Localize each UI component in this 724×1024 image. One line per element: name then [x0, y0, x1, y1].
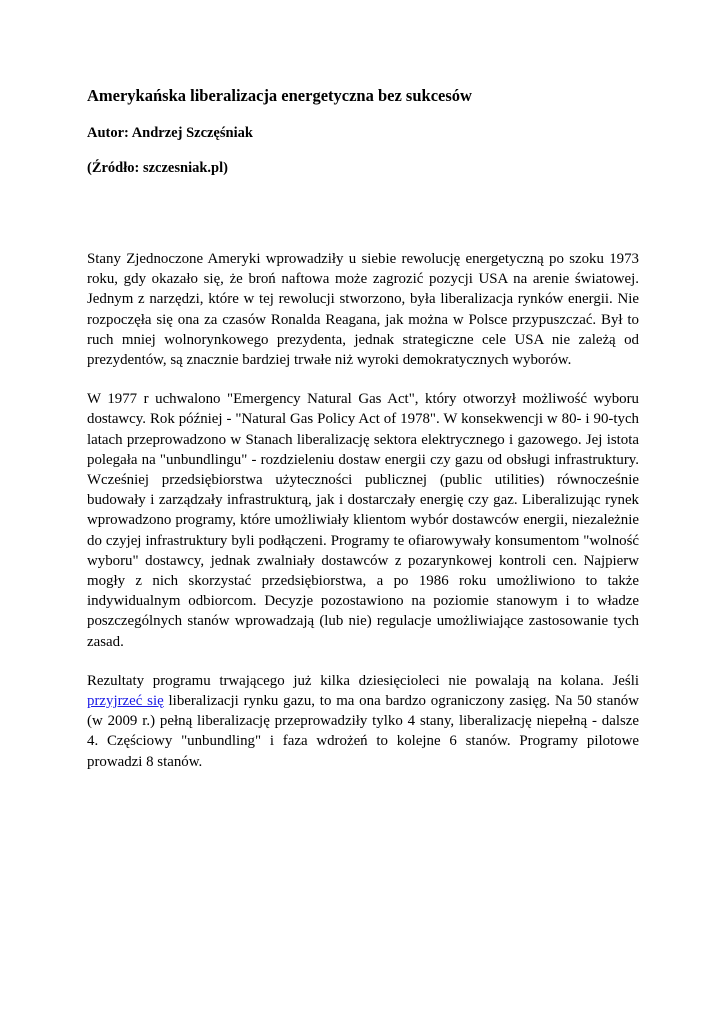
paragraph-3 [87, 671, 639, 772]
document-page [87, 85, 639, 791]
paragraph-2: W 1977 r uchwalono "Emergency Natural Gas Act", który otworzył możliwość wyboru dostawcy. Rok później - "Natural Gas Policy Act of 1978". W konsekwencji w 80- i 90-tych latach przeprowadzono w Stanach liberalizację sektora elektrycznego i gazowego. Jej istota polegała na "unbundlingu" - rozdzieleniu dostaw energii czy gazu od obsługi infrastruktury. Wcześniej przedsiębiorstwa użyteczności publicznej (public utilities) równocześnie budowały i zarządzały infrastrukturą, jak i dostarczały energię czy gaz. Liberalizując rynek wprowadzono programy, które umożliwiały klientom wybór dostawców energii, niezależnie do czyjej infrastruktury byli podłączeni. Programy te ofiarowywały konsumentom "wolność wyboru" dostawcy, jednak zwalniały dostawców z pozarynkowej kontroli cen. Najpierw mogły z nich skorzystać przedsiębiorstwa, a po 1986 roku umożliwiono to także indywidualnym odbiorcom. Decyzje pozostawiono na poziomie stanowym i to władze poszczególnych stanów wprowadzają (lub nie) regulacje umożliwiające zastosowanie tych zasad. [87, 391, 639, 650]
source-line: (Źródło: szczesniak.pl) [87, 160, 228, 176]
author-line: Autor: Andrzej Szczęśniak [87, 125, 253, 141]
przyjrzec-sie-link[interactable]: przyjrzeć się [87, 693, 164, 710]
paragraph-1: Stany Zjednoczone Ameryki wprowadziły u siebie rewolucję energetyczną po szoku 1973 roku, gdy okazało się, że broń naftowa może zagrozić pozycji USA na arenie światowej. Jednym z narzędzi, które w tej rewolucji stworzono, była liberalizacja rynków energii. Nie rozpoczęła się ona za czasów Ronalda Reagana, jak można w Polsce przypuszczać. Był to ruch mniej wolnorynkowego prezydenta, jednak strategiczne cele USA nie zależą od prezydentów, są znacznie bardziej trwałe niż wyroki demokratycznych wyborów. [87, 251, 639, 369]
article-body [87, 249, 639, 772]
paragraph-3-text-before: Rezultaty programu trwającego już kilka dziesięcioleci nie powalają na kolana. Jeśli [87, 672, 639, 689]
page-title: Amerykańska liberalizacja energetyczna bez sukcesów [87, 86, 472, 105]
paragraph-3-text-after: liberalizacji rynku gazu, to ma ona bardzo ograniczony zasięg. Na 50 stanów (w 2009 r.) pełną liberalizację przeprowadziły tylko 4 stany, liberalizację niepełną - dalsze 4. Częściowy "unbundling" i faza wdrożeń to kolejne 6 stanów. Programy pilotowe prowadzi 8 stanów. [87, 693, 639, 770]
